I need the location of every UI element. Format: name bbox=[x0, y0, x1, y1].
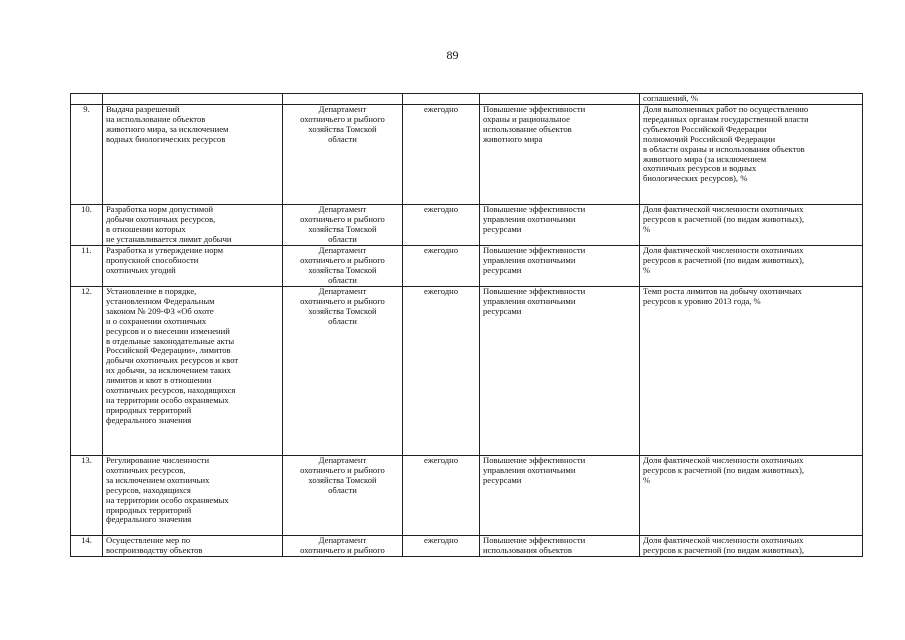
indicator-cell bbox=[640, 456, 863, 536]
executor-cell bbox=[283, 536, 403, 557]
indicator-line: ресурсов к уровню 2013 года, % bbox=[643, 295, 761, 306]
table-row bbox=[71, 205, 863, 246]
goal-line: использование объектов bbox=[483, 123, 572, 134]
goal-line: использования объектов bbox=[483, 544, 572, 555]
indicator-line: Темп роста лимитов на добычу охотничьих bbox=[643, 286, 802, 296]
executor-cell bbox=[283, 246, 403, 287]
executor-line: области bbox=[328, 484, 357, 495]
measure-name-line: добычи охотничьих ресурсов и квот bbox=[106, 355, 239, 366]
measure-name-line: Российской Федерации», лимитов bbox=[106, 345, 231, 356]
indicator-line: биологических ресурсов), % bbox=[643, 173, 748, 184]
executor-cell bbox=[283, 105, 403, 205]
measure-name-line: и о сохранении охотничьих bbox=[106, 315, 207, 326]
measure-name-line: в отношении которых bbox=[106, 223, 186, 234]
executor-line: Департамент bbox=[318, 204, 367, 214]
continuation-row bbox=[71, 94, 863, 105]
indicator-line: животного мира (за исключением bbox=[643, 153, 767, 164]
measure-name-line: законом № 209-ФЗ «Об охоте bbox=[106, 305, 214, 316]
frequency-cell: ежегодно bbox=[403, 287, 480, 456]
measure-name-line: добычи охотничьих ресурсов, bbox=[106, 213, 216, 224]
goal-line: Повышение эффективности bbox=[483, 455, 586, 465]
measure-name-line: Разработка норм допустимой bbox=[106, 204, 214, 214]
indicator-line: в области охраны и использования объектов bbox=[643, 143, 805, 154]
row-number: 11. bbox=[71, 246, 103, 287]
measure-name-line: природных территорий bbox=[106, 504, 192, 515]
frequency-cell: ежегодно bbox=[403, 456, 480, 536]
executor-line: Департамент bbox=[318, 245, 367, 255]
measure-name-line: лимитов и квот в отношении bbox=[106, 375, 212, 386]
measure-name-line: водных биологических ресурсов bbox=[106, 133, 226, 144]
indicator-cell bbox=[640, 246, 863, 287]
indicator-line: % bbox=[643, 264, 651, 275]
measure-name-line: не устанавливается лимит добычи bbox=[106, 233, 232, 244]
indicator-cell bbox=[640, 536, 863, 557]
frequency-cell: ежегодно bbox=[403, 105, 480, 205]
row-number: 12. bbox=[71, 287, 103, 456]
indicator-line: Доля фактической численности охотничьих bbox=[643, 535, 804, 545]
executor-line: охотничьего и рыбного bbox=[300, 113, 385, 124]
goal-line: управления охотничьими bbox=[483, 295, 576, 306]
indicator-line: Доля выполненных работ по осуществлению bbox=[643, 104, 809, 114]
indicator-cell bbox=[640, 287, 863, 456]
goal-line: Повышение эффективности bbox=[483, 104, 586, 114]
executor-line: охотничьего и рыбного bbox=[300, 464, 385, 475]
measure-name-line: Установление в порядке, bbox=[106, 286, 197, 296]
frequency-cell: ежегодно bbox=[403, 536, 480, 557]
measure-name-line: природных территорий bbox=[106, 404, 192, 415]
goal-line: Повышение эффективности bbox=[483, 204, 586, 214]
goal-line: Повышение эффективности bbox=[483, 245, 586, 255]
goal-cell bbox=[480, 536, 640, 557]
executor-line: хозяйства Томской bbox=[308, 223, 377, 234]
measure-name-line: за исключением охотничьих bbox=[106, 474, 210, 485]
page-number: 89 bbox=[446, 48, 459, 62]
measure-name-line: Разработка и утверждение норм bbox=[106, 245, 224, 255]
executor-line: хозяйства Томской bbox=[308, 474, 377, 485]
executor-line: Департамент bbox=[318, 455, 367, 465]
executor-line: Департамент bbox=[318, 535, 367, 545]
executor-line: области bbox=[328, 133, 357, 144]
measure-name-line: пропускной способности bbox=[106, 254, 199, 265]
indicator-line: Доля фактической численности охотничьих bbox=[643, 204, 804, 214]
goal-line: Повышение эффективности bbox=[483, 535, 586, 545]
table-row bbox=[71, 246, 863, 287]
frequency-cell: ежегодно bbox=[403, 246, 480, 287]
indicator-line: % bbox=[643, 474, 651, 485]
table-row bbox=[71, 287, 863, 456]
goal-line: ресурсами bbox=[483, 223, 522, 234]
indicator-line: Доля фактической численности охотничьих bbox=[643, 245, 804, 255]
executor-line: хозяйства Томской bbox=[308, 305, 377, 316]
measure-name-line: охотничьих ресурсов, bbox=[106, 464, 186, 475]
measure-name-line: на использование объектов bbox=[106, 113, 206, 124]
goal-line: охраны и рациональное bbox=[483, 113, 570, 124]
continuation-indicator-cell bbox=[640, 94, 863, 105]
executor-line: хозяйства Томской bbox=[308, 123, 377, 134]
executor-line: области bbox=[328, 233, 357, 244]
executor-line: области bbox=[328, 315, 357, 326]
row-number: 9. bbox=[71, 105, 103, 205]
measure-name-line: ресурсов, находящихся bbox=[106, 484, 191, 495]
executor-cell bbox=[283, 456, 403, 536]
goal-line: животного мира bbox=[483, 133, 543, 144]
indicator-line: ресурсов к расчетной (по видам животных), bbox=[643, 213, 805, 224]
frequency-cell: ежегодно bbox=[403, 205, 480, 246]
row-number: 13. bbox=[71, 456, 103, 536]
goal-line: ресурсами bbox=[483, 264, 522, 275]
indicator-cell bbox=[640, 205, 863, 246]
measure-name-line: Регулирование численности bbox=[106, 455, 210, 465]
measures-table bbox=[70, 93, 863, 557]
indicator-line: % bbox=[643, 223, 651, 234]
executor-line: области bbox=[328, 274, 357, 285]
goal-line: управления охотничьими bbox=[483, 464, 576, 475]
indicator-line: Доля фактической численности охотничьих bbox=[643, 455, 804, 465]
measure-name-line: на территории особо охраняемых bbox=[106, 494, 229, 505]
goal-cell bbox=[480, 246, 640, 287]
measure-name-line: в отдельные законодательные акты bbox=[106, 335, 235, 346]
goal-cell bbox=[480, 287, 640, 456]
executor-line: охотничьего и рыбного bbox=[300, 295, 385, 306]
executor-cell bbox=[283, 287, 403, 456]
table-row bbox=[71, 456, 863, 536]
goal-line: управления охотничьими bbox=[483, 254, 576, 265]
measure-name-cell bbox=[103, 287, 283, 456]
indicator-line: ресурсов к расчетной (по видам животных), bbox=[643, 464, 805, 475]
indicator-line: ресурсов к расчетной (по видам животных), bbox=[643, 254, 805, 265]
indicator-cell bbox=[640, 105, 863, 205]
executor-line: охотничьего и рыбного bbox=[300, 213, 385, 224]
measure-name-line: Выдача разрешений bbox=[106, 104, 180, 114]
measure-name-line: федерального значения bbox=[106, 414, 192, 425]
row-number: 10. bbox=[71, 205, 103, 246]
measure-name-line: их добычи, за исключением таких bbox=[106, 365, 231, 376]
row-number: 14. bbox=[71, 536, 103, 557]
indicator-line: субъектов Российской Федерации bbox=[643, 123, 767, 134]
measure-name-line: на территории особо охраняемых bbox=[106, 394, 229, 405]
table-row bbox=[71, 105, 863, 205]
measure-name-line: федерального значения bbox=[106, 514, 192, 525]
indicator-line: охотничьих ресурсов и водных bbox=[643, 163, 757, 174]
executor-line: Департамент bbox=[318, 286, 367, 296]
indicator-line: переданных органам государственной власти bbox=[643, 113, 809, 124]
goal-line: управления охотничьими bbox=[483, 213, 576, 224]
measure-name-line: ресурсов и о внесении изменений bbox=[106, 325, 230, 336]
measure-name-line: установленном Федеральным bbox=[106, 295, 215, 306]
goal-line: Повышение эффективности bbox=[483, 286, 586, 296]
measure-name-cell bbox=[103, 105, 283, 205]
executor-line: хозяйства Томской bbox=[308, 264, 377, 275]
goal-line: ресурсами bbox=[483, 474, 522, 485]
indicator-line: полномочий Российской Федерации bbox=[643, 133, 776, 144]
measure-name-cell bbox=[103, 246, 283, 287]
goal-cell bbox=[480, 105, 640, 205]
goal-line: ресурсами bbox=[483, 305, 522, 316]
measure-name-line: Осуществление мер по bbox=[106, 535, 191, 545]
executor-cell bbox=[283, 205, 403, 246]
executor-line: охотничьего и рыбного bbox=[300, 254, 385, 265]
goal-cell bbox=[480, 205, 640, 246]
continuation-indicator: соглашений, % bbox=[643, 93, 698, 103]
table-row bbox=[71, 536, 863, 557]
measure-name-cell bbox=[103, 456, 283, 536]
measure-name-cell bbox=[103, 205, 283, 246]
measure-name-cell bbox=[103, 536, 283, 557]
measure-name-line: охотничьих угодий bbox=[106, 264, 176, 275]
measure-name-line: животного мира, за исключением bbox=[106, 123, 229, 134]
executor-line: охотничьего и рыбного bbox=[300, 544, 385, 555]
measure-name-line: охотничьих ресурсов, находящихся bbox=[106, 385, 236, 396]
goal-cell bbox=[480, 456, 640, 536]
indicator-line: ресурсов к расчетной (по видам животных), bbox=[643, 544, 805, 555]
executor-line: Департамент bbox=[318, 104, 367, 114]
measure-name-line: воспроизводству объектов bbox=[106, 544, 203, 555]
